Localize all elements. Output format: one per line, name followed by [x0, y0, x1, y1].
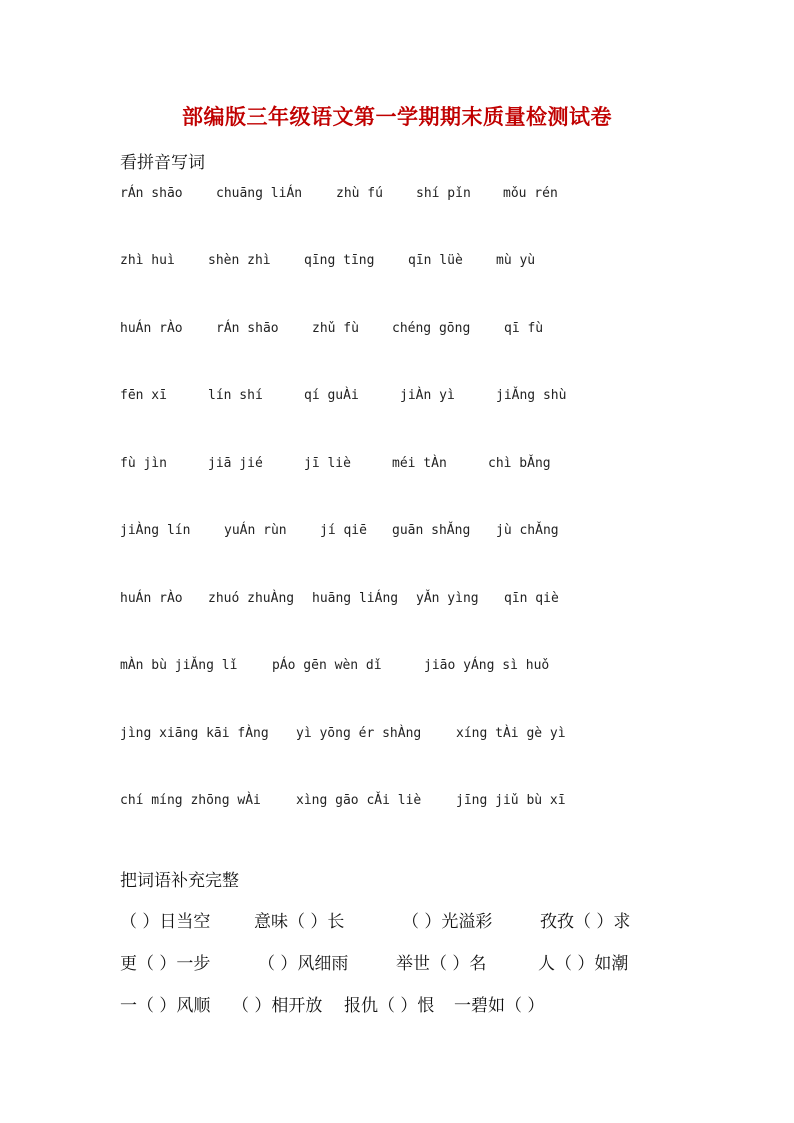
- pinyin-word: jī liè: [304, 456, 351, 471]
- pinyin-word: pÁo gēn wèn dǐ: [272, 658, 382, 673]
- pinyin-word: shèn zhì: [208, 253, 271, 268]
- pinyin-word: jiǍng shù: [496, 388, 567, 403]
- pinyin-word: mù yù: [496, 253, 536, 268]
- pinyin-word: jiāo yÁng sì huǒ: [424, 658, 550, 673]
- pinyin-word: rÁn shāo: [216, 321, 279, 336]
- pinyin-word: chéng gōng: [392, 321, 471, 336]
- pinyin-word: jiÀng lín: [120, 523, 191, 538]
- pinyin-word: rÁn shāo: [120, 186, 183, 201]
- fill-blank-item: 意味（ ）长: [254, 912, 345, 932]
- fill-blank-item: 人（ ）如潮: [538, 954, 629, 974]
- pinyin-word: chí míng zhōng wÀi: [120, 793, 261, 808]
- pinyin-word: jiā jié: [208, 456, 263, 471]
- fill-blank-item: 一（ ）风顺: [120, 996, 211, 1016]
- pinyin-word: jí qiē: [320, 523, 367, 538]
- pinyin-word: shí pǐn: [416, 186, 471, 201]
- document-title: 部编版三年级语文第一学期期末质量检测试卷: [182, 104, 612, 129]
- pinyin-word: zhuó zhuÀng: [208, 591, 295, 606]
- pinyin-word: mǒu rén: [503, 186, 558, 201]
- pinyin-word: zhù fú: [336, 186, 383, 201]
- pinyin-word: qī fù: [504, 321, 544, 336]
- pinyin-word: jiÀn yì: [400, 388, 455, 403]
- pinyin-word: zhì huì: [120, 253, 175, 268]
- fill-blank-item: 更（ ）一步: [120, 954, 211, 974]
- pinyin-word: qīn qiè: [504, 591, 559, 606]
- pinyin-word: xíng tÀi gè yì: [456, 726, 566, 741]
- section-heading-pinyin: 看拼音写词: [120, 153, 205, 173]
- pinyin-word: chì bǍng: [488, 456, 551, 471]
- fill-blank-item: 一碧如（ ）: [454, 996, 545, 1016]
- pinyin-word: chuāng liÁn: [216, 186, 303, 201]
- pinyin-word: qīn lüè: [408, 253, 463, 268]
- fill-blank-item: 举世（ ）名: [396, 954, 487, 974]
- pinyin-word: méi tÀn: [392, 456, 447, 471]
- fill-blank-item: 报仇（ ）恨: [344, 996, 435, 1016]
- pinyin-word: yǍn yìng: [416, 591, 479, 606]
- fill-blank-item: （ ）相开放: [232, 996, 323, 1016]
- fill-blank-item: 孜孜（ ）求: [540, 912, 631, 932]
- pinyin-word: qí guÀi: [304, 388, 359, 403]
- pinyin-word: jìng xiāng kāi fÀng: [120, 726, 269, 741]
- pinyin-word: fù jìn: [120, 456, 167, 471]
- pinyin-word: guān shǍng: [392, 523, 471, 538]
- fill-blank-item: （ ）日当空: [120, 912, 211, 932]
- pinyin-word: huāng liÁng: [312, 591, 399, 606]
- pinyin-word: zhǔ fù: [312, 321, 359, 336]
- pinyin-word: jù chǍng: [496, 523, 559, 538]
- fill-blank-item: （ ）光溢彩: [402, 912, 493, 932]
- pinyin-word: yuÁn rùn: [224, 523, 287, 538]
- pinyin-word: fēn xī: [120, 388, 167, 403]
- pinyin-word: lín shí: [208, 388, 263, 403]
- pinyin-word: yì yōng ér shÀng: [296, 726, 422, 741]
- pinyin-word: xìng gāo cǍi liè: [296, 793, 422, 808]
- pinyin-word: huÁn rÀo: [120, 321, 183, 336]
- section-heading-fill-words: 把词语补充完整: [120, 871, 239, 891]
- pinyin-word: mÀn bù jiǍng lǐ: [120, 658, 238, 673]
- pinyin-word: qīng tīng: [304, 253, 375, 268]
- fill-blank-item: （ ）风细雨: [258, 954, 349, 974]
- pinyin-word: jīng jiǔ bù xī: [456, 793, 566, 808]
- pinyin-word: huÁn rÀo: [120, 591, 183, 606]
